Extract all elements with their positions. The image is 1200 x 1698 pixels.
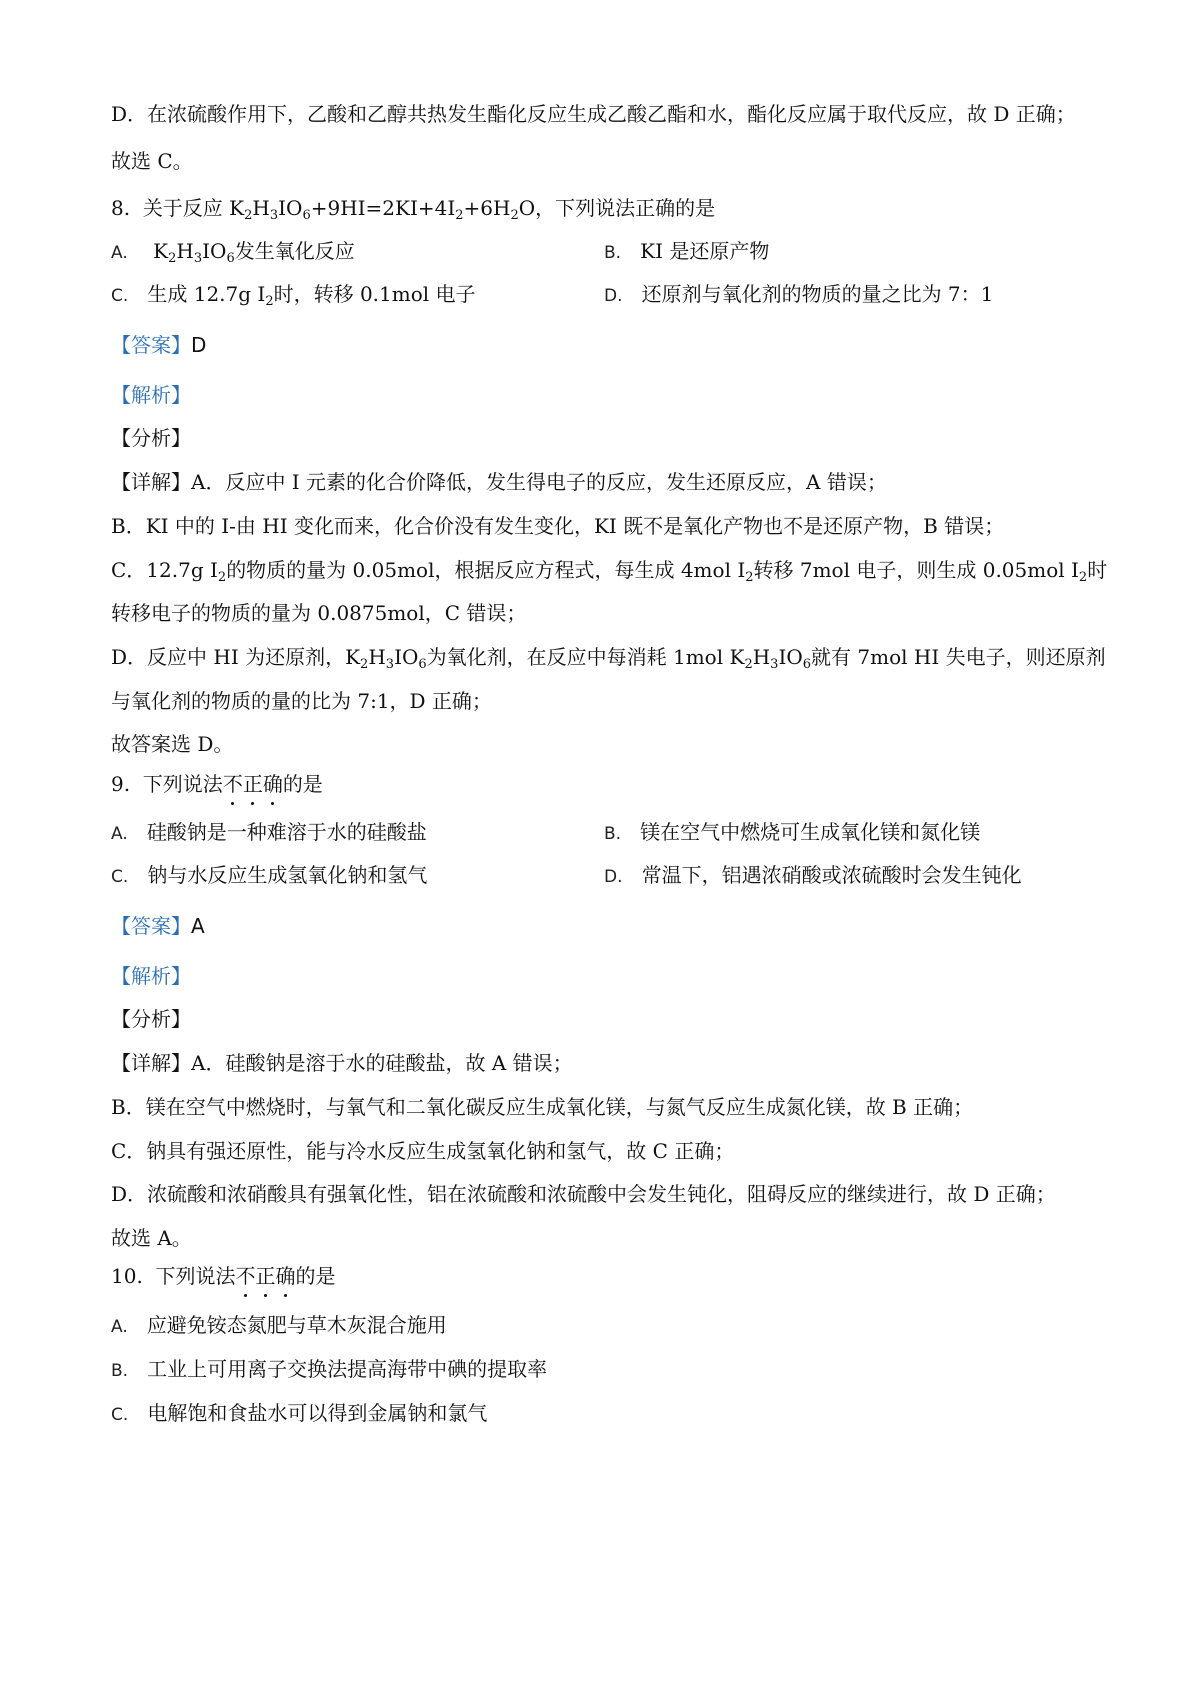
q8-detail-c-pre: C．12.7g I [111, 558, 218, 582]
q8-option-b [604, 237, 769, 267]
q9-analysis-label: 【解析】 [111, 964, 191, 988]
q8-equation: $K_2H_3IO_6+9HI=2KI+4I_2+6H_2O$ [229, 196, 536, 223]
emphasis-char: 不 [235, 1264, 256, 1288]
q10-option-c-text: 电解饱和食盐水可以得到金属钠和氯气 [147, 1401, 488, 1425]
q8-answer-value: D [191, 333, 207, 357]
q8-fenxi: 【分析】 [111, 426, 191, 450]
q8-option-a-letter: A. [111, 243, 128, 263]
q9-answer-value: A [191, 914, 205, 938]
q8-option-c-post: 时，转移 0.1mol 电子 [273, 282, 476, 306]
q8-option-d-text: 还原剂与氧化剂的物质的量之比为 7：1 [641, 282, 994, 306]
q8-option-c-pre: 生成 12.7g I [147, 282, 266, 306]
q8-stem-suffix: ，下列说法正确的是 [535, 196, 716, 220]
q9-option-a [111, 818, 427, 848]
emphasis-char: 正 [242, 772, 263, 796]
q8-detail-b: B．KI 中的 I-由 HI 变化而来，化合价没有发生变化，KI 既不是氧化产物也不是还原产物，B 错误； [111, 514, 1005, 538]
q8-stem [111, 194, 715, 222]
q10-stem [111, 1262, 336, 1290]
q9-analysis-tag [111, 962, 191, 990]
q9-stem [111, 770, 323, 798]
q9-stem-emphasis [223, 772, 283, 796]
q8-detail-a-text: A．反应中 I 元素的化合价降低，发生得电子的反应，发生还原反应，A 错误； [191, 470, 887, 494]
q8-detail-d-post: 就有 7mol HI 失电子，则还原剂 [811, 645, 1106, 669]
q8-number: 8. [111, 196, 131, 220]
prev-option-d-explanation: D．在浓硫酸作用下，乙酸和乙醇共热发生酯化反应生成乙酸乙酯和水，酯化反应属于取代反应，故 D 正确； [111, 102, 1076, 126]
q9-detail-d: D．浓硫酸和浓硝酸具有强氧化性，铝在浓硫酸和浓硫酸中会发生钝化，阻碍反应的继续进行，故 D 正确； [111, 1182, 1056, 1206]
q9-option-b-text: 镁在空气中燃烧可生成氧化镁和氮化镁 [640, 820, 981, 844]
prev-conclusion: 故选 C。 [111, 149, 193, 173]
q8-detail-c-post: 时 [1087, 558, 1108, 582]
q8-detail-d-line1: D．反应中 HI 为还原剂，$K_2H_3IO_6$为氧化剂，在反应中每消耗 1mol $K_2H_3IO_6$就有 7mol HI 失电子，则还原剂 [111, 645, 1106, 672]
q9-stem-post: 的是 [282, 772, 323, 796]
q10-option-a [111, 1311, 447, 1341]
q9-option-a-text: 硅酸钠是一种难溶于水的硅酸盐 [146, 820, 427, 844]
q8-answer-tag: 【答案】 [111, 333, 191, 357]
q9-number: 9. [111, 772, 131, 796]
q8-detail-d-mid: 为氧化剂，在反应中每消耗 1mol [426, 645, 730, 669]
q8-option-b-letter: B. [604, 243, 622, 263]
q9-option-d-letter: D. [604, 867, 623, 887]
q10-stem-post: 的是 [295, 1264, 336, 1288]
q9-detail-tag: 【详解】 [111, 1051, 191, 1075]
q8-detail-c-mid2: 转移 7mol 电子，则生成 0.05mol I [753, 558, 1079, 582]
q9-detail-c: C．钠具有强还原性，能与冷水反应生成氢氧化钠和氢气，故 C 正确； [111, 1139, 735, 1163]
q8-detail-a [111, 468, 887, 496]
q10-option-b-text: 工业上可用离子交换法提高海带中碘的提取率 [147, 1357, 548, 1381]
q8-option-d [604, 280, 993, 310]
q10-option-a-letter: A. [111, 1317, 128, 1337]
emphasis-char: 确 [262, 772, 283, 796]
q8-analysis-tag [111, 381, 191, 409]
q8-option-c-letter: C. [111, 286, 129, 306]
q8-detail-c-line2: 转移电子的物质的量为 0.0875mol，C 错误； [111, 601, 527, 625]
q8-option-b-text: KI 是还原产物 [640, 239, 770, 263]
q10-option-b-letter: B. [111, 1361, 129, 1381]
q8-option-a [111, 237, 355, 267]
emphasis-char: 不 [222, 772, 243, 796]
q9-option-c-text: 钠与水反应生成氢氧化钠和氢气 [147, 863, 428, 887]
q9-conclusion: 故选 A。 [111, 1226, 192, 1250]
q10-number: 10. [111, 1264, 143, 1288]
q8-option-d-letter: D. [604, 286, 623, 306]
q10-option-c-letter: C. [111, 1405, 129, 1425]
q9-answer [111, 912, 205, 940]
q8-option-a-text: 发生氧化反应 [234, 239, 355, 263]
q8-analysis-label: 【解析】 [111, 383, 191, 407]
emphasis-char: 正 [255, 1264, 276, 1288]
q10-option-b [111, 1355, 547, 1385]
q9-option-d-text: 常温下，铝遇浓硝酸或浓硫酸时会发生钝化 [641, 863, 1022, 887]
q9-answer-tag: 【答案】 [111, 914, 191, 938]
q8-conclusion: 故答案选 D。 [111, 732, 234, 756]
q9-detail-b: B．镁在空气中燃烧时，与氧气和二氧化碳反应生成氧化镁，与氮气反应生成氮化镁，故 B 正确； [111, 1095, 974, 1119]
q8-option-c: C. 生成 12.7g $I_2$时，转移 0.1mol 电子 [111, 282, 476, 309]
q8-detail-d-pre: D．反应中 HI 为还原剂， [111, 645, 346, 669]
q9-option-c-letter: C. [111, 867, 129, 887]
q9-option-a-letter: A. [111, 824, 128, 844]
q8-detail-d-line2: 与氧化剂的物质的量的比为 7:1，D 正确； [111, 689, 492, 713]
q10-stem-emphasis [236, 1264, 296, 1288]
q8-detail-tag: 【详解】 [111, 470, 191, 494]
emphasis-char: 确 [275, 1264, 296, 1288]
q9-stem-pre: 下列说法 [142, 772, 223, 796]
q9-detail-a-text: A．硅酸钠是溶于水的硅酸盐，故 A 错误； [191, 1051, 573, 1075]
q10-option-a-text: 应避免铵态氮肥与草木灰混合施用 [146, 1313, 447, 1337]
q9-option-c [111, 861, 427, 891]
q8-detail-c-line1: C．12.7g $I_2$的物质的量为 0.05mol，根据反应方程式，每生成 4mol $I_2$转移 7mol 电子，则生成 0.05mol $I_2$时 [111, 558, 1108, 585]
q9-detail-a [111, 1049, 573, 1077]
q9-fenxi: 【分析】 [111, 1007, 191, 1031]
q9-option-b [604, 818, 980, 848]
q10-stem-pre: 下列说法 [155, 1264, 236, 1288]
q8-stem-prefix: 关于反应 [142, 196, 230, 220]
q8-option-a-formula: $K_2H_3IO_6$ [153, 239, 235, 266]
q10-option-c [111, 1399, 487, 1429]
q8-detail-c-mid: 的物质的量为 0.05mol，根据反应方程式，每生成 4mol I [226, 558, 746, 582]
q9-option-b-letter: B. [604, 824, 622, 844]
q9-option-d [604, 861, 1022, 891]
q8-answer [111, 331, 206, 359]
